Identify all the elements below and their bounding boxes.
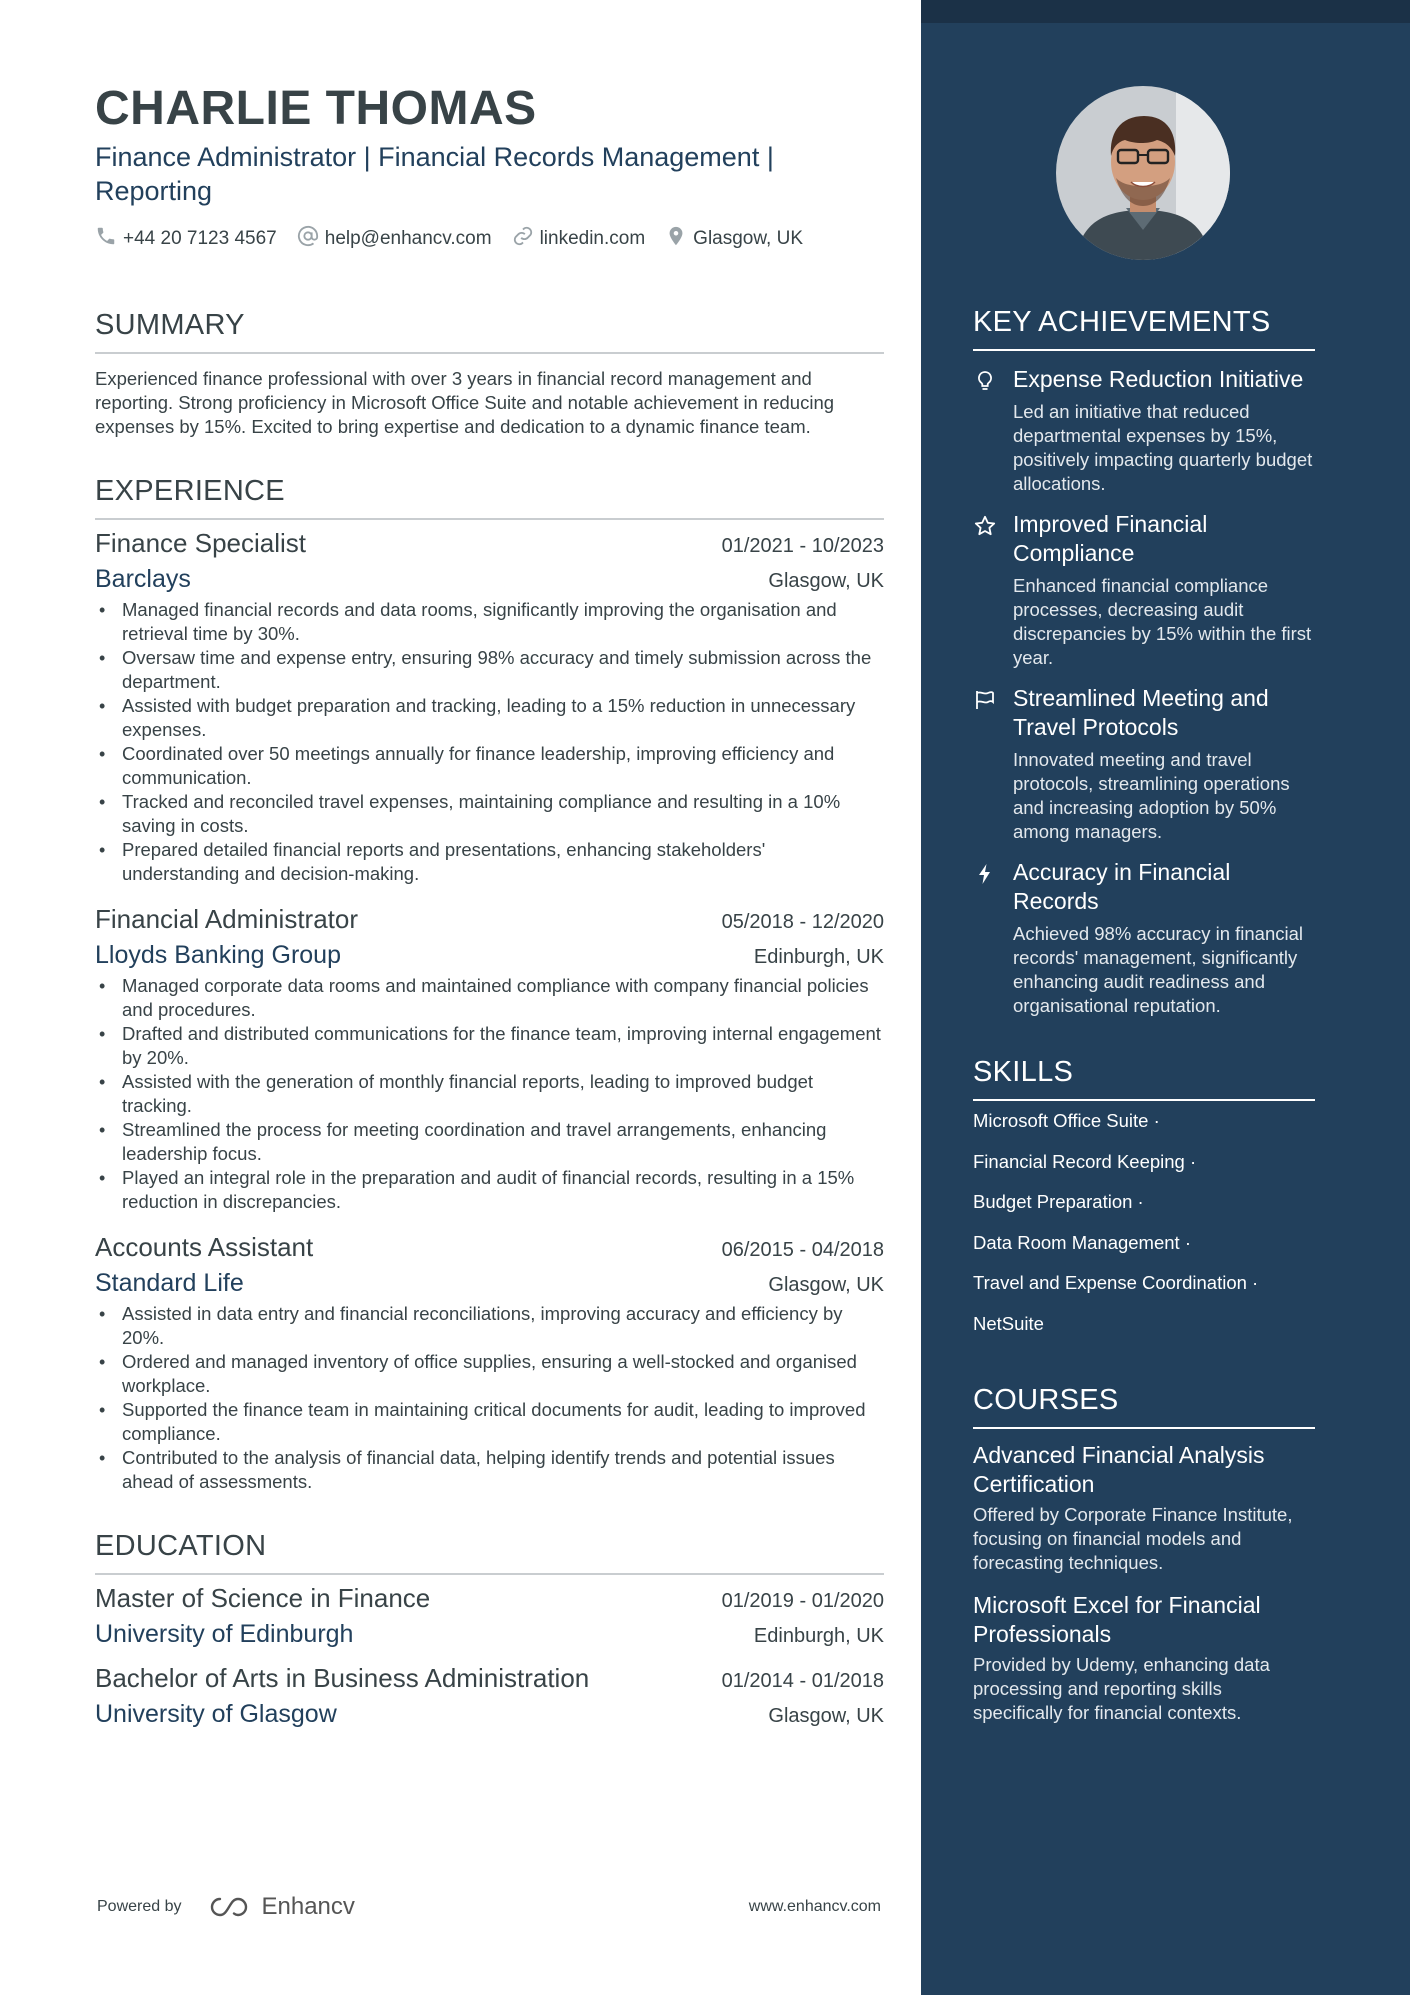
job-title: Financial Administrator bbox=[95, 904, 358, 934]
avatar bbox=[1056, 86, 1230, 260]
contact-email[interactable] bbox=[297, 225, 492, 253]
sidebar-top-band bbox=[921, 0, 1410, 23]
bullet-item: • Managed financial records and data rooms, significantly improving the organisation and retrieval time by 30%. bbox=[95, 598, 884, 646]
job-dates: 01/2021 - 10/2023 bbox=[721, 535, 884, 557]
achievement-item bbox=[973, 510, 1315, 670]
school-location: Glasgow, UK bbox=[768, 1705, 884, 1727]
headline: Finance Administrator | Financial Records Management | Reporting bbox=[95, 142, 774, 206]
job-location: Edinburgh, UK bbox=[753, 946, 884, 968]
contact-phone[interactable] bbox=[95, 225, 277, 253]
job-bullets bbox=[95, 974, 884, 1214]
job-location: Glasgow, UK bbox=[768, 1274, 884, 1296]
bullet-item: • Streamlined the process for meeting coordination and travel arrangements, enhancing leadership focus. bbox=[95, 1118, 884, 1166]
bullet-item: • Prepared detailed financial reports and presentations, enhancing stakeholders' understanding and decision-making. bbox=[95, 838, 884, 886]
summary-text: Experienced finance professional with over 3 years in financial record management and reporting. Strong proficiency in Microsoft Office Suite and notable achievement in reducing expenses by 15%. Excited to bring expertise and dedication to a dynamic finance team. bbox=[95, 368, 835, 437]
summary-title: SUMMARY bbox=[95, 309, 884, 354]
bullet-item: • Ordered and managed inventory of office supplies, ensuring a well-stocked and organised workplace. bbox=[95, 1350, 884, 1398]
location-text: Glasgow, UK bbox=[693, 228, 803, 249]
brand-name: Enhancv bbox=[261, 1893, 355, 1920]
education-dates: 01/2019 - 01/2020 bbox=[721, 1590, 884, 1612]
bullet-item: • Tracked and reconciled travel expenses, maintaining compliance and resulting in a 10% saving in costs. bbox=[95, 790, 884, 838]
experience-section bbox=[95, 475, 884, 1494]
achievement-title: Streamlined Meeting and Travel Protocols bbox=[1013, 685, 1269, 740]
job-location: Glasgow, UK bbox=[768, 570, 884, 592]
lightning-icon bbox=[973, 858, 1013, 1018]
powered-by-label: Powered by bbox=[97, 1898, 182, 1915]
job-entry bbox=[95, 904, 884, 1214]
phone-text: +44 20 7123 4567 bbox=[123, 228, 277, 249]
course-item bbox=[973, 1591, 1315, 1725]
job-dates: 06/2015 - 04/2018 bbox=[721, 1239, 884, 1261]
main-column bbox=[95, 80, 884, 1729]
achievement-desc: Achieved 98% accuracy in financial records' management, significantly enhancing audit readiness and organisational reputation. bbox=[1013, 923, 1303, 1016]
achievement-desc: Innovated meeting and travel protocols, streamlining operations and increasing adoption by 50% among managers. bbox=[1013, 749, 1290, 842]
achievements-section bbox=[973, 306, 1315, 1018]
job-entry bbox=[95, 1232, 884, 1494]
job-bullets bbox=[95, 598, 884, 886]
bullet-item: • Coordinated over 50 meetings annually for finance leadership, improving efficiency and communication. bbox=[95, 742, 884, 790]
email-text: help@enhancv.com bbox=[324, 228, 492, 249]
bullet-item: • Managed corporate data rooms and maintained compliance with company financial policies and procedures. bbox=[95, 974, 884, 1022]
course-desc: Provided by Udemy, enhancing data processing and reporting skills specifically for financial contexts. bbox=[973, 1654, 1270, 1723]
education-title: EDUCATION bbox=[95, 1530, 884, 1575]
achievement-title: Expense Reduction Initiative bbox=[1013, 366, 1304, 392]
degree: Master of Science in Finance bbox=[95, 1583, 431, 1613]
skill-item: Financial Record Keeping · bbox=[973, 1150, 1197, 1172]
education-section bbox=[95, 1530, 884, 1729]
job-title: Finance Specialist bbox=[95, 528, 306, 558]
job-entry bbox=[95, 528, 884, 886]
enhancv-logo[interactable] bbox=[208, 1893, 355, 1921]
phone-icon bbox=[95, 225, 117, 253]
course-title: Microsoft Excel for Financial Professionals bbox=[973, 1592, 1261, 1647]
skill-item: Travel and Expense Coordination · bbox=[973, 1272, 1259, 1293]
company-name: Barclays bbox=[95, 565, 191, 593]
achievement-title: Accuracy in Financial Records bbox=[1013, 859, 1231, 914]
skill-item: NetSuite bbox=[973, 1312, 1044, 1334]
skills-section bbox=[973, 1056, 1315, 1344]
skill-item: Data Room Management · bbox=[973, 1231, 1191, 1253]
enhancv-logo-icon bbox=[208, 1895, 254, 1919]
bullet-item: • Assisted with budget preparation and tracking, leading to a 15% reduction in unnecessary expenses. bbox=[95, 694, 884, 742]
profile-photo bbox=[1056, 86, 1230, 260]
bullet-item: • Drafted and distributed communications for the finance team, improving internal engagement by 20%. bbox=[95, 1022, 884, 1070]
flag-icon bbox=[973, 684, 1013, 844]
powered-by bbox=[97, 1893, 355, 1921]
skill-item: Budget Preparation · bbox=[973, 1191, 1144, 1212]
achievement-desc: Enhanced financial compliance processes, decreasing audit discrepancies by 15% within the first year. bbox=[1013, 575, 1312, 668]
link-icon bbox=[512, 225, 534, 253]
school-name: University of Glasgow bbox=[95, 1700, 337, 1728]
education-dates: 01/2014 - 01/2018 bbox=[721, 1670, 884, 1692]
school-location: Edinburgh, UK bbox=[753, 1625, 884, 1647]
achievements-title: KEY ACHIEVEMENTS bbox=[973, 306, 1315, 351]
achievement-item bbox=[973, 684, 1315, 844]
achievement-desc: Led an initiative that reduced departmental expenses by 15%, positively impacting quarterly budget allocations. bbox=[1013, 401, 1313, 494]
contact-location bbox=[665, 225, 803, 253]
bullet-item: • Played an integral role in the preparation and audit of financial records, resulting in a 15% reduction in discrepancies. bbox=[95, 1166, 884, 1214]
at-icon bbox=[297, 225, 319, 253]
education-entry bbox=[95, 1583, 884, 1649]
courses-section bbox=[973, 1384, 1315, 1725]
bullet-item: • Contributed to the analysis of financial data, helping identify trends and potential issues ahead of assessments. bbox=[95, 1446, 884, 1494]
company-name: Standard Life bbox=[95, 1269, 244, 1297]
sidebar bbox=[921, 0, 1410, 1995]
achievement-title: Improved Financial Compliance bbox=[1013, 511, 1208, 566]
footer-url[interactable]: www.enhancv.com bbox=[748, 1898, 881, 1915]
job-title: Accounts Assistant bbox=[95, 1232, 314, 1262]
achievement-item bbox=[973, 858, 1315, 1018]
link-text: linkedin.com bbox=[539, 228, 646, 249]
skills-title: SKILLS bbox=[973, 1056, 1315, 1101]
course-title: Advanced Financial Analysis Certification bbox=[973, 1442, 1265, 1497]
courses-title: COURSES bbox=[973, 1384, 1315, 1429]
footer bbox=[97, 1893, 881, 1921]
degree: Bachelor of Arts in Business Administration bbox=[95, 1663, 590, 1693]
course-desc: Offered by Corporate Finance Institute, focusing on financial models and forecasting techniques. bbox=[973, 1504, 1293, 1573]
location-pin-icon bbox=[665, 225, 687, 253]
skill-item: Microsoft Office Suite · bbox=[973, 1110, 1160, 1131]
education-entry bbox=[95, 1663, 884, 1729]
contact-bar bbox=[95, 225, 884, 253]
achievement-item bbox=[973, 365, 1315, 496]
experience-title: EXPERIENCE bbox=[95, 475, 884, 520]
contact-link[interactable] bbox=[512, 225, 646, 253]
lightbulb-icon bbox=[973, 365, 1013, 496]
candidate-name: CHARLIE THOMAS bbox=[95, 82, 537, 135]
bullet-item: • Oversaw time and expense entry, ensuring 98% accuracy and timely submission across the department. bbox=[95, 646, 884, 694]
job-bullets bbox=[95, 1302, 884, 1494]
bullet-item: • Supported the finance team in maintaining critical documents for audit, leading to improved compliance. bbox=[95, 1398, 884, 1446]
sidebar-content bbox=[973, 306, 1315, 1725]
company-name: Lloyds Banking Group bbox=[95, 941, 341, 969]
job-dates: 05/2018 - 12/2020 bbox=[721, 911, 884, 933]
star-icon bbox=[973, 510, 1013, 670]
summary-section bbox=[95, 309, 884, 439]
course-item bbox=[973, 1441, 1315, 1575]
school-name: University of Edinburgh bbox=[95, 1620, 354, 1648]
bullet-item: • Assisted in data entry and financial reconciliations, improving accuracy and efficiency by 20%. bbox=[95, 1302, 884, 1350]
bullet-item: • Assisted with the generation of monthly financial reports, leading to improved budget tracking. bbox=[95, 1070, 884, 1118]
